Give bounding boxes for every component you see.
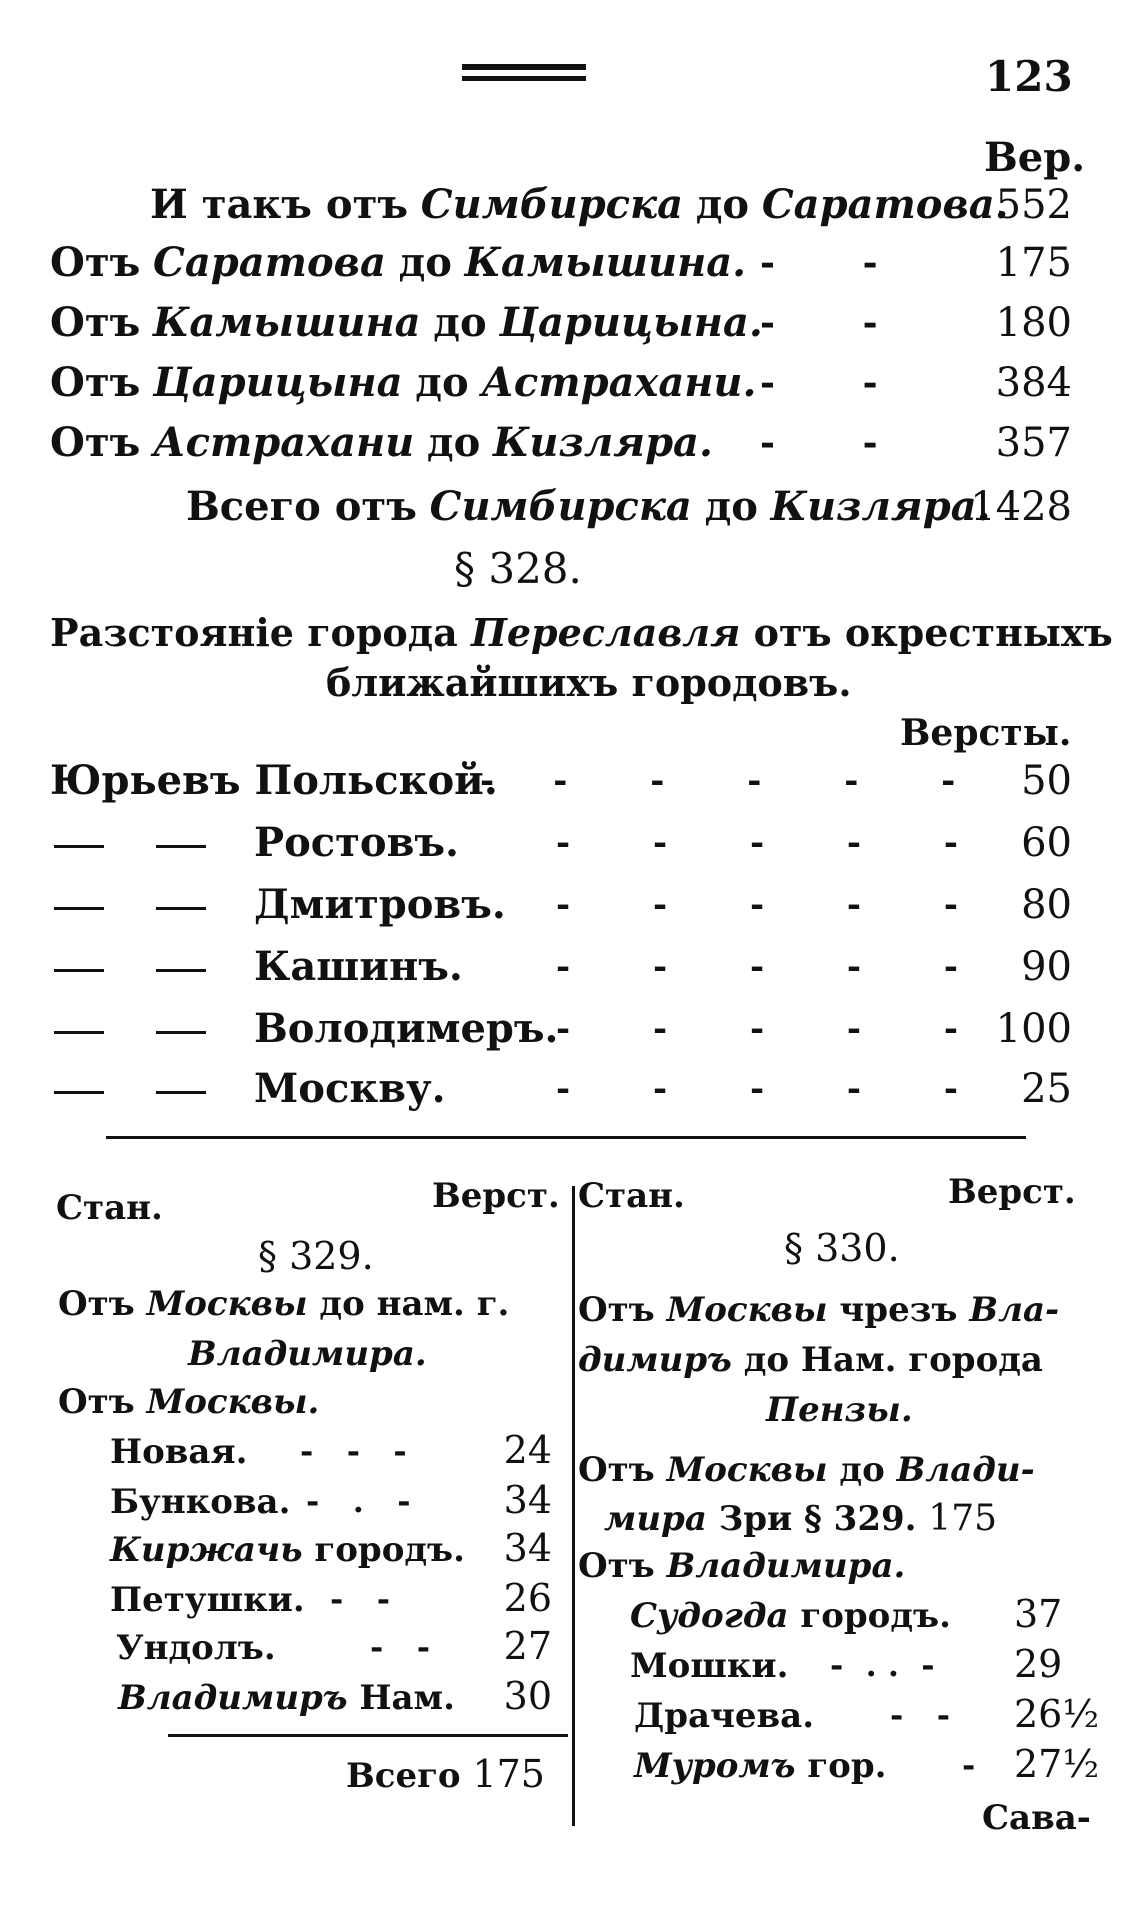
- row-leaders: - -: [760, 422, 878, 464]
- station-value: 26½: [1014, 1692, 1100, 1736]
- row-to: Царицына.: [499, 299, 763, 346]
- total-value: 1428: [970, 484, 1072, 530]
- right-route-via-cont: димиръ: [578, 1340, 732, 1380]
- station-name: гор.: [807, 1746, 887, 1786]
- station-value: 29: [1014, 1642, 1063, 1686]
- row-pre: Отъ: [50, 299, 141, 346]
- distance-name: Ростовъ.: [254, 819, 459, 866]
- total-mid: до: [704, 483, 758, 530]
- distance-name: Кашинъ.: [254, 943, 463, 990]
- row-mid: до: [426, 419, 481, 466]
- station-leaders: - -: [370, 1628, 430, 1666]
- row-mid: до: [415, 359, 469, 406]
- station-leaders: - . -: [306, 1482, 411, 1520]
- station-name-italic: Киржачь: [110, 1530, 303, 1570]
- right-from-city: Владимира.: [666, 1546, 906, 1586]
- station-name-italic: Судогда: [630, 1596, 789, 1636]
- catchword: Сава-: [982, 1798, 1091, 1838]
- distance-name: Дмитровъ.: [254, 881, 506, 928]
- row-value: 175: [995, 240, 1072, 286]
- station-name-italic: Владимиръ: [118, 1678, 348, 1718]
- row-pre: Отъ: [50, 359, 141, 406]
- ditto-mark: [54, 969, 104, 972]
- station-name: Новая.: [110, 1432, 248, 1472]
- station-name: Драчева.: [634, 1696, 815, 1736]
- station-name: Мошки.: [630, 1646, 789, 1686]
- right-ref-mid: до: [839, 1450, 885, 1490]
- left-route-line1: [58, 1284, 509, 1324]
- intro-from: Симбирска: [420, 181, 684, 228]
- station-value: 26: [503, 1576, 552, 1620]
- section-328-unit-label: Версты.: [900, 712, 1072, 754]
- ditto-mark: [54, 1031, 104, 1034]
- ditto-mark: [156, 969, 206, 972]
- section-328-title-line2: ближайшихъ городовъ.: [326, 660, 852, 705]
- row-leaders: - -: [760, 362, 878, 404]
- title-pre: Разстоянiе города: [50, 610, 458, 655]
- right-route-pre: Отъ: [578, 1290, 655, 1330]
- row-leaders: - -: [760, 242, 878, 284]
- left-route-from: Москвы: [146, 1284, 308, 1324]
- right-ref-line1: [578, 1450, 1035, 1490]
- row-from: Царицына: [153, 359, 403, 406]
- row-from: Камышина: [153, 299, 421, 346]
- right-from-pre: Отъ: [578, 1546, 655, 1586]
- left-route-to: Владимира.: [188, 1334, 427, 1374]
- row-leaders: - - - - -: [556, 1009, 958, 1049]
- right-route-mid: чрезъ: [839, 1290, 958, 1330]
- right-route-to: Пензы.: [766, 1390, 913, 1430]
- header-rule-bottom: [462, 76, 586, 81]
- row-from: Астрахани: [153, 419, 415, 466]
- row-to: Камышина.: [464, 239, 747, 286]
- station-value: 27½: [1014, 1742, 1100, 1786]
- left-total-row: [346, 1752, 545, 1796]
- table1-intro-row: [150, 182, 1009, 228]
- left-from-label: [58, 1382, 319, 1422]
- left-from-pre: Отъ: [58, 1382, 135, 1422]
- distance-value: 100: [995, 1006, 1072, 1052]
- station-name: Нам.: [359, 1678, 455, 1718]
- right-stan-label: Стан.: [578, 1176, 685, 1216]
- table1-unit-label: Вер.: [984, 134, 1086, 181]
- total-from: Симбирска: [429, 483, 692, 530]
- right-ref-from: Москвы: [666, 1450, 828, 1490]
- station-leaders: - -: [330, 1580, 390, 1618]
- row-leaders: - - - - -: [556, 823, 958, 863]
- row-leaders: - - - - -: [556, 1069, 958, 1109]
- right-route-line2: [578, 1340, 1043, 1380]
- intro-pre: И такъ отъ: [150, 181, 409, 228]
- station-name-wrap: [634, 1746, 886, 1786]
- station-value: 30: [503, 1674, 552, 1718]
- row-mid: до: [433, 299, 487, 346]
- station-name: городъ.: [800, 1596, 951, 1636]
- distance-name: Юрьевъ Польской.: [50, 757, 498, 804]
- station-value: 34: [503, 1478, 552, 1522]
- row-leaders: - -: [760, 302, 878, 344]
- total-pre: Всего отъ: [186, 483, 417, 530]
- total-to: Кизляра.: [770, 483, 991, 530]
- left-total-value: 175: [472, 1752, 545, 1796]
- left-route-post: до нам. г.: [319, 1284, 510, 1324]
- left-total-rule: [168, 1734, 568, 1737]
- station-value: 24: [503, 1428, 552, 1472]
- distance-value: 25: [1021, 1066, 1072, 1112]
- right-ref-value: 175: [928, 1498, 998, 1539]
- title-city: Переславля: [470, 610, 741, 655]
- intro-mid: до: [695, 181, 750, 228]
- row-value: 180: [995, 300, 1072, 346]
- row-pre: Отъ: [50, 239, 141, 286]
- right-route-from: Москвы: [666, 1290, 828, 1330]
- page-number: 123: [985, 52, 1073, 101]
- station-name-wrap: [630, 1596, 951, 1636]
- right-ref-to-cont: мира: [604, 1499, 707, 1539]
- right-verst-label: Верст.: [948, 1172, 1076, 1212]
- distance-value: 60: [1021, 820, 1072, 866]
- title-post: отъ окрестныхъ: [753, 610, 1113, 655]
- ditto-mark: [156, 845, 206, 848]
- distance-value: 90: [1021, 944, 1072, 990]
- section-328-heading: § 328.: [454, 544, 582, 593]
- column-divider: [572, 1186, 575, 1826]
- station-value: 27: [503, 1624, 552, 1668]
- row-to: Кизляра.: [492, 419, 713, 466]
- station-leaders: - - -: [300, 1432, 407, 1470]
- station-name-wrap: [118, 1678, 455, 1718]
- intro-to: Саратова.: [761, 181, 1009, 228]
- station-leaders: -: [962, 1746, 976, 1784]
- ditto-mark: [54, 845, 104, 848]
- section-328-title-line1: [50, 610, 1113, 656]
- right-ref-post: Зри § 329.: [718, 1499, 917, 1539]
- left-section-heading: § 329.: [258, 1234, 374, 1278]
- row-pre: Отъ: [50, 419, 141, 466]
- ditto-mark: [156, 1031, 206, 1034]
- ditto-mark: [156, 907, 206, 910]
- station-name-italic: Муромъ: [634, 1746, 796, 1786]
- table1-total-row: [186, 484, 991, 530]
- right-section-heading: § 330.: [784, 1226, 900, 1270]
- station-name: Бункова.: [110, 1482, 291, 1522]
- station-name: городъ.: [314, 1530, 465, 1570]
- station-leaders: - . . -: [830, 1646, 935, 1684]
- distance-value: 50: [1021, 758, 1072, 804]
- right-route-line1: [578, 1290, 1059, 1330]
- row-leaders: - - - - -: [556, 947, 958, 987]
- section-divider-rule: [106, 1136, 1026, 1139]
- left-route-pre: Отъ: [58, 1284, 135, 1324]
- header-rule-top: [462, 64, 586, 70]
- row-leaders: - - - - - -: [480, 761, 956, 801]
- station-name: Петушки.: [110, 1580, 305, 1620]
- left-verst-label: Верст.: [432, 1176, 560, 1216]
- row-from: Саратова: [153, 239, 386, 286]
- station-name: Ундолъ.: [116, 1628, 276, 1668]
- row-mid: до: [398, 239, 452, 286]
- right-from-label: [578, 1546, 905, 1586]
- station-value: 37: [1014, 1592, 1063, 1636]
- row-leaders: - - - - -: [556, 885, 958, 925]
- right-ref-pre: Отъ: [578, 1450, 655, 1490]
- left-stan-label: Стан.: [56, 1188, 163, 1228]
- right-route-via: Вла-: [969, 1290, 1060, 1330]
- intro-value: 552: [995, 182, 1072, 228]
- distance-name: Володимеръ.: [254, 1005, 559, 1052]
- ditto-mark: [54, 1091, 104, 1094]
- distance-value: 80: [1021, 882, 1072, 928]
- right-ref-line2: [604, 1498, 997, 1539]
- ditto-mark: [156, 1091, 206, 1094]
- left-total-label: Всего: [346, 1756, 461, 1796]
- station-leaders: - -: [890, 1696, 950, 1734]
- station-name-wrap: [110, 1530, 465, 1570]
- row-to: Астрахани.: [481, 359, 757, 406]
- row-value: 357: [995, 420, 1072, 466]
- distance-name: Москву.: [254, 1065, 446, 1112]
- right-ref-to: Влади-: [896, 1450, 1035, 1490]
- ditto-mark: [54, 907, 104, 910]
- station-value: 34: [503, 1526, 552, 1570]
- right-route-post: до Нам. города: [743, 1340, 1043, 1380]
- row-value: 384: [995, 360, 1072, 406]
- left-from-city: Москвы.: [146, 1382, 320, 1422]
